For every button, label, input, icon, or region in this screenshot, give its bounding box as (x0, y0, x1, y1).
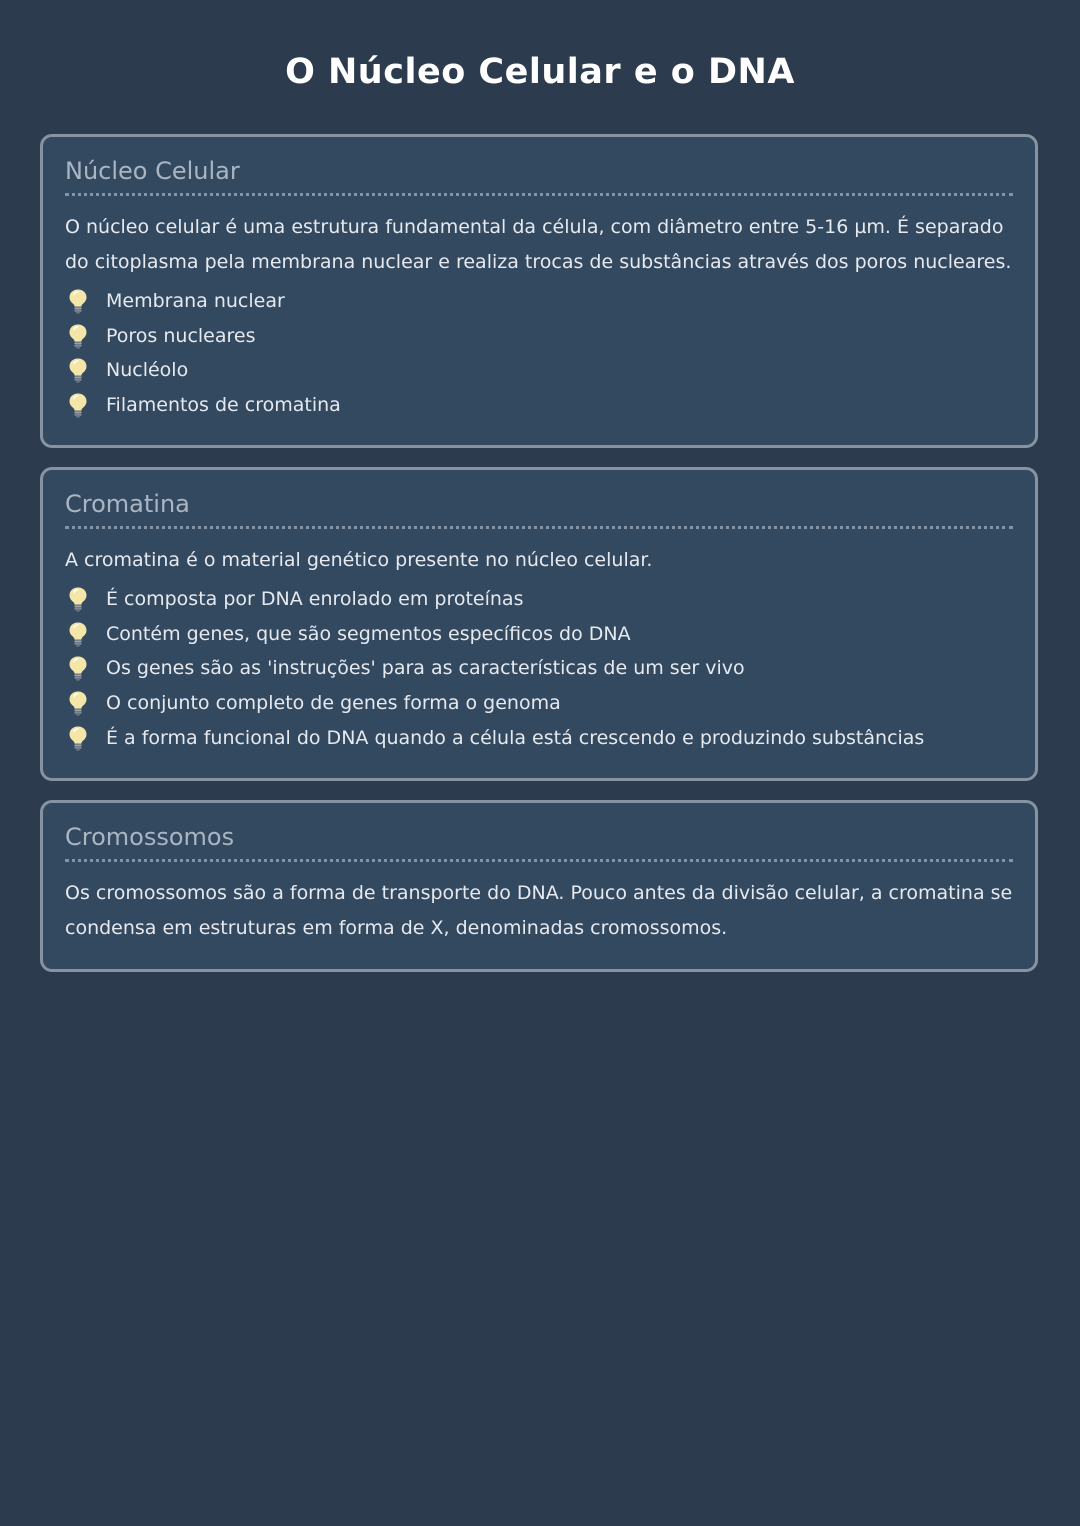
list-item-text: Contém genes, que são segmentos específicos do DNA (106, 622, 631, 645)
section-cromossomos (40, 800, 1038, 972)
lightbulb-icon (67, 690, 89, 716)
page-title: O Núcleo Celular e o DNA (285, 52, 795, 92)
list-item (65, 388, 1013, 423)
section-heading: Núcleo Celular (65, 157, 1013, 196)
list-item-text: Nucléolo (106, 359, 189, 382)
list-item-text: O conjunto completo de genes forma o genoma (106, 692, 561, 715)
list-item-text: Membrana nuclear (106, 290, 285, 313)
section-heading: Cromossomos (65, 823, 1013, 862)
list-item (65, 720, 1013, 755)
lightbulb-icon (67, 392, 89, 418)
section-cromatina (40, 467, 1038, 781)
section-nucleo-celular (40, 134, 1038, 448)
list-item-text: Os genes são as 'instruções' para as características de um ser vivo (106, 657, 745, 680)
lightbulb-icon (67, 725, 89, 751)
lightbulb-icon (67, 586, 89, 612)
list-item (65, 319, 1013, 354)
lightbulb-icon (67, 621, 89, 647)
list-item-text: Poros nucleares (106, 324, 256, 347)
list-item (65, 353, 1013, 388)
list-item (65, 651, 1013, 686)
list-item-text: Filamentos de cromatina (106, 394, 341, 417)
lightbulb-icon (67, 655, 89, 681)
section-paragraph: A cromatina é o material genético presente no núcleo celular. (65, 549, 653, 571)
bullet-list (65, 582, 1013, 755)
list-item-text: É a forma funcional do DNA quando a célula está crescendo e produzindo substâncias (106, 726, 925, 749)
lightbulb-icon (67, 323, 89, 349)
list-item (65, 686, 1013, 721)
list-item (65, 582, 1013, 617)
list-item-text: É composta por DNA enrolado em proteínas (106, 588, 524, 611)
list-item (65, 617, 1013, 652)
lightbulb-icon (67, 357, 89, 383)
bullet-list (65, 284, 1013, 422)
section-heading: Cromatina (65, 490, 1013, 529)
list-item (65, 284, 1013, 319)
section-paragraph: O núcleo celular é uma estrutura fundamental da célula, com diâmetro entre 5-16 µm. É separado do citoplasma pela membrana nuclear e realiza trocas de substâncias através dos poros nucleares. (65, 216, 1012, 273)
lightbulb-icon (67, 288, 89, 314)
section-paragraph: Os cromossomos são a forma de transporte do DNA. Pouco antes da divisão celular, a cromatina se condensa em estruturas em forma de X, denominadas cromossomos. (65, 882, 1013, 939)
